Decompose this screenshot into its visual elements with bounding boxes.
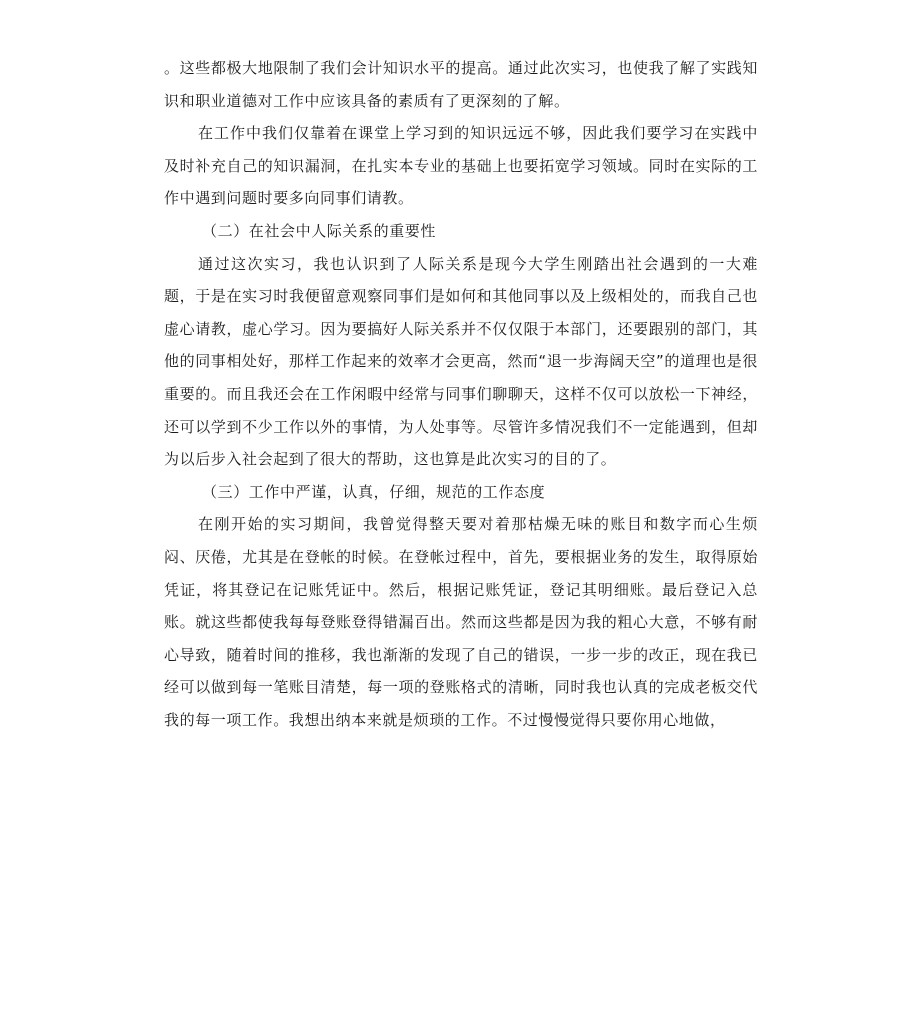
paragraph-3: 通过这次实习，我也认识到了人际关系是现今大学生刚踏出社会遇到的一大难题，于是在实习时我便留意观察同事们是如何和其他同事以及上级相处的，而我自己也虚心请教，虚心学习。因为要搞好人际关系并不仅仅限于本部门，还要跟别的部门，其他的同事相处好，那样工作起来的效率才会更高，然而“退一步海阔天空”的道理也是很重要的。而且我还会在工作闲暇中经常与同事们聊聊天，这样不仅可以放松一下神经，还可以学到不少工作以外的事情，为人处事等。尽管许多情况我们不一定能遇到，但却为以后步入社会起到了很大的帮助，这也算是此次实习的目的了。 (164, 254, 758, 469)
paragraph-4: 在刚开始的实习期间，我曾觉得整天要对着那枯燥无味的账目和数字而心生烦闷、厌倦，尤其是在登帐的时候。在登帐过程中，首先，要根据业务的发生，取得原始凭证，将其登记在记账凭证中。然后，根据记账凭证，登记其明细账。最后登记入总账。就这些都使我每每登账登得错漏百出。然而这些都是因为我的粗心大意，不够有耐心导致，随着时间的推移，我也渐渐的发现了自己的错误，一步一步的改正，现在我已经可以做到每一笔账目清楚，每一项的登账格式的清晰，同时我也认真的完成老板交代我的每一项工作。我想出纳本来就是烦琐的工作。不过慢慢觉得只要你用心地做， (164, 515, 758, 729)
section-heading-3: （三）工作中严谨，认真，仔细，规范的工作态度 (202, 482, 546, 501)
paragraph-2: 在工作中我们仅靠着在课堂上学习到的知识远远不够，因此我们要学习在实践中及时补充自己的知识漏洞，在扎实本专业的基础上也要拓宽学习领域。同时在实际的工作中遇到问题时要多向同事们请教。 (164, 124, 758, 208)
document-body (164, 52, 758, 736)
paragraph-1: 。这些都极大地限制了我们会计知识水平的提高。通过此次实习，也使我了解了实践知识和职业道德对工作中应该具备的素质有了更深刻的了解。 (164, 59, 758, 110)
section-heading-2: （二）在社会中人际关系的重要性 (202, 221, 437, 240)
